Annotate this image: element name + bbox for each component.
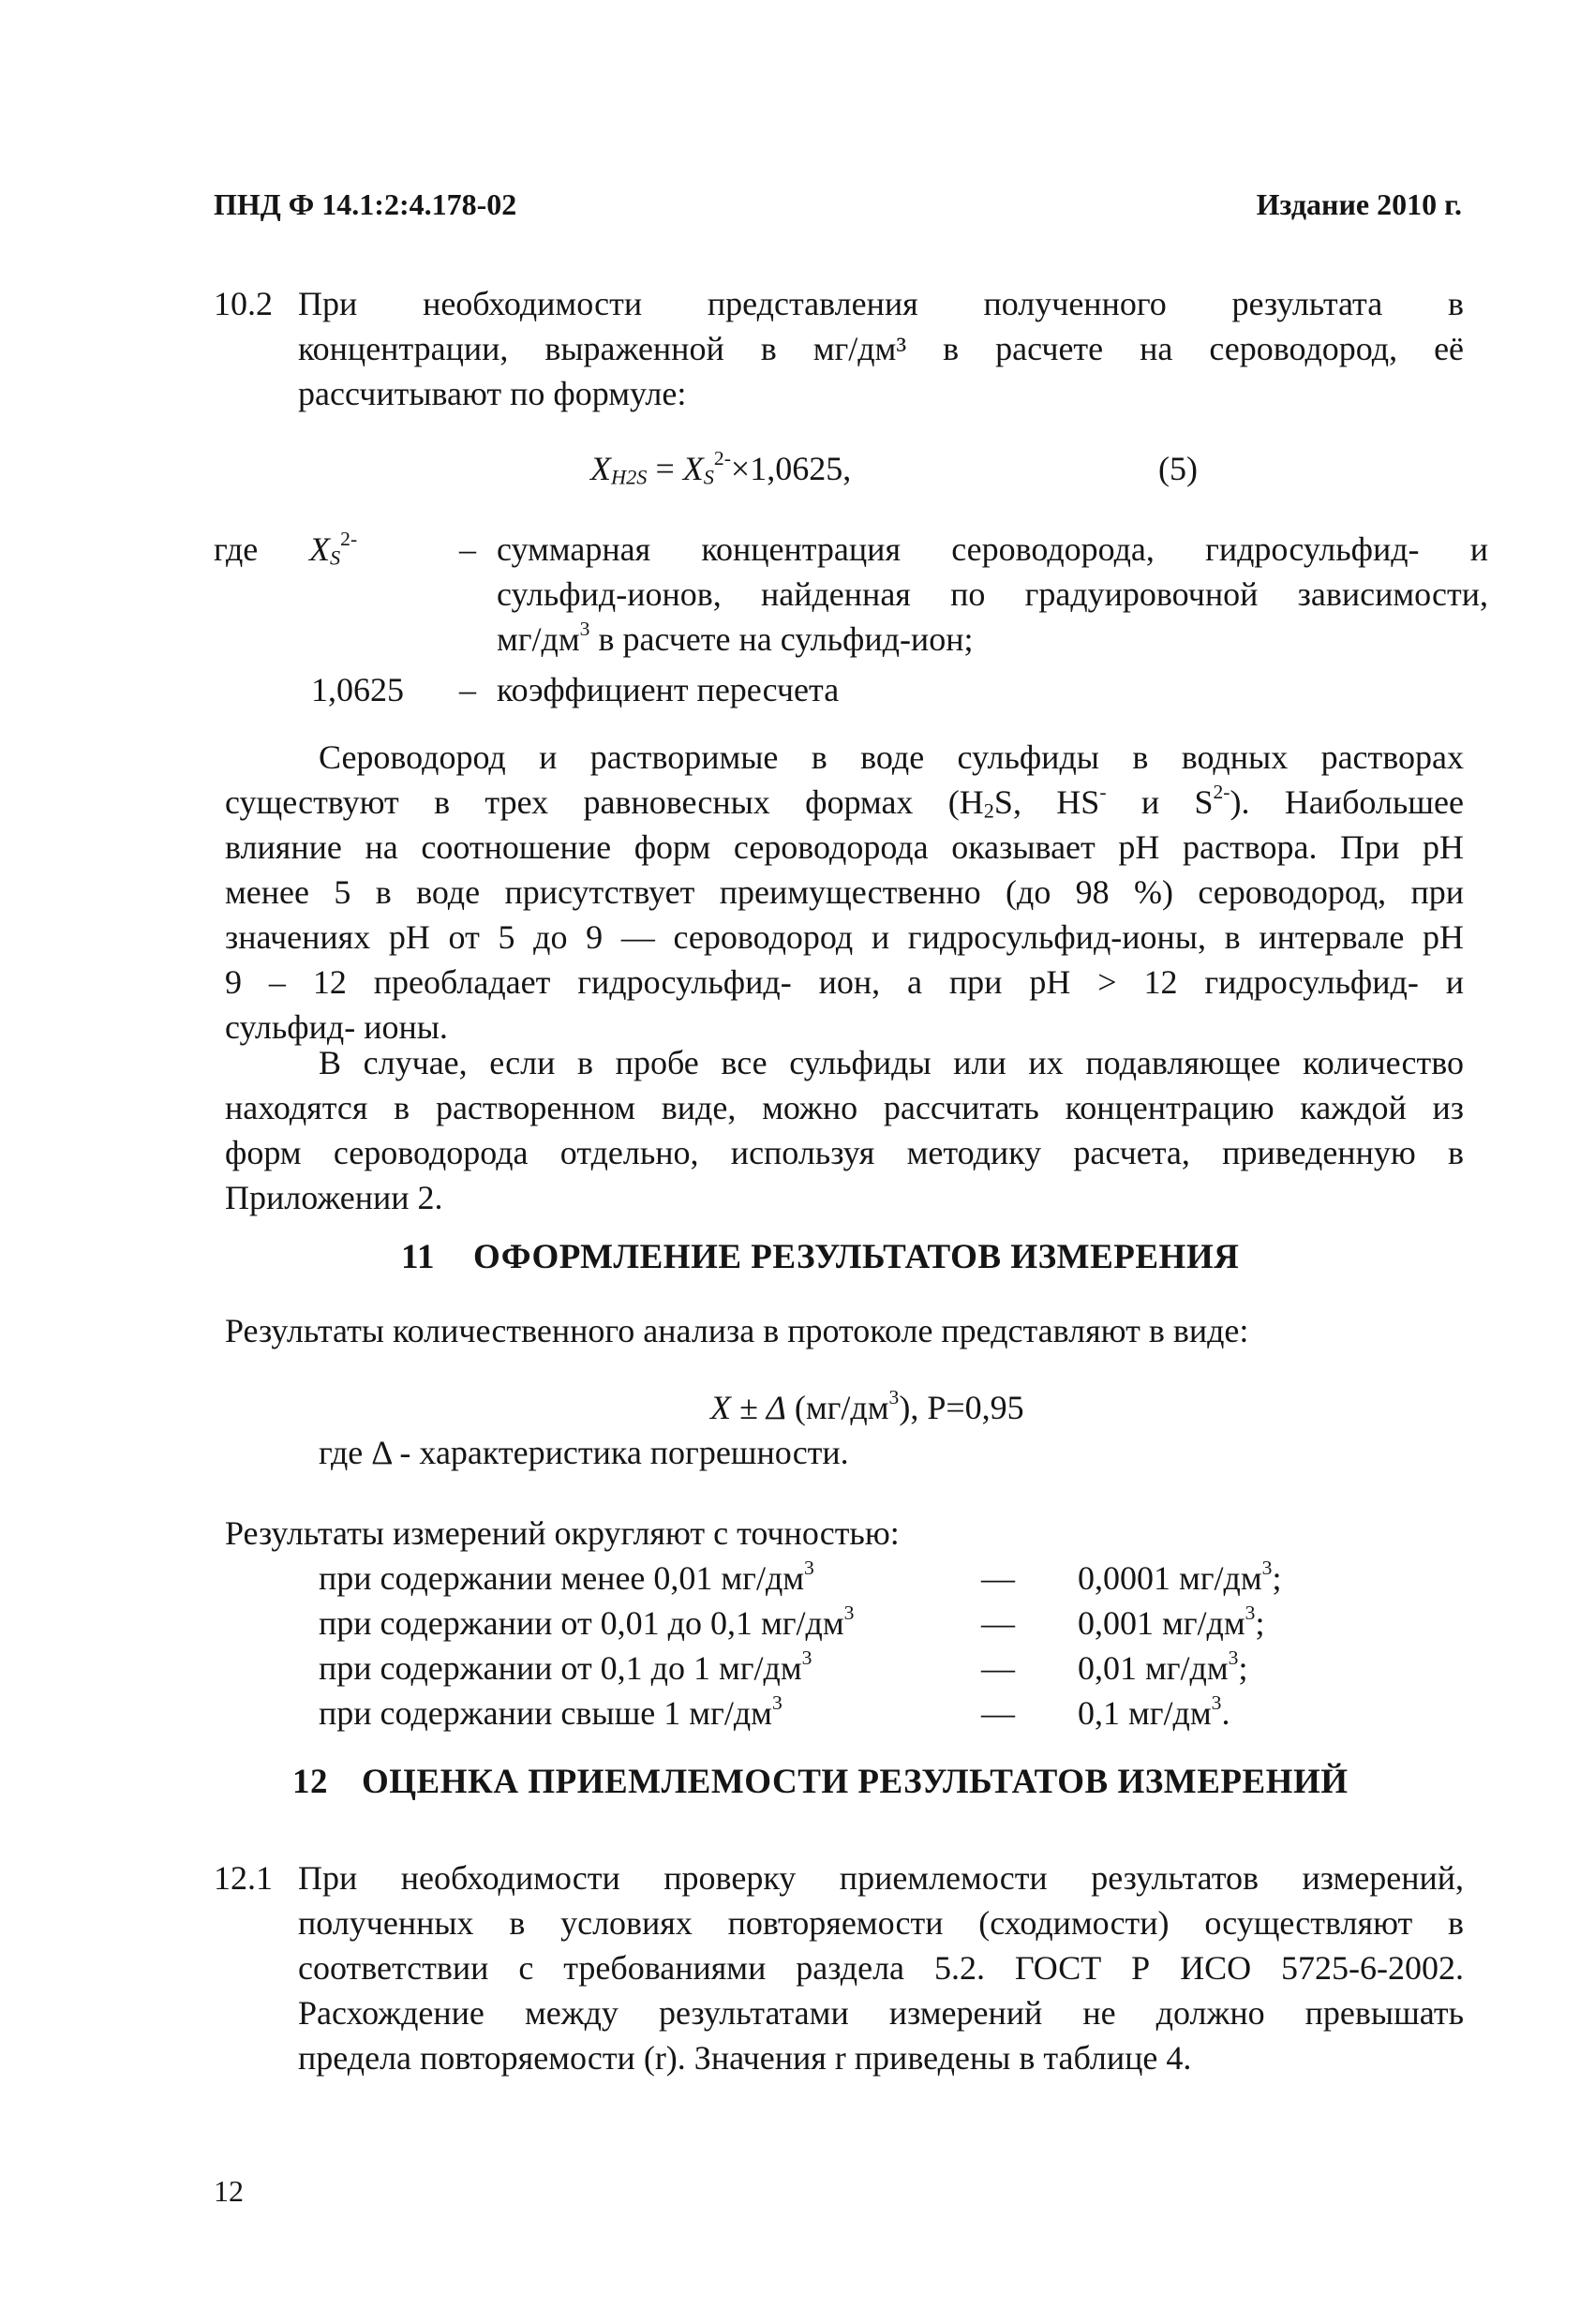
para1-line-7: сульфид- ионы.: [225, 1008, 448, 1046]
rounding-row-4-dash: —: [981, 1694, 1015, 1732]
clause-12-1-line-4: Расхождение между результатами измерений не должно превышать: [298, 1994, 1464, 2032]
where-desc-line-2: сульфид-ионов, найденная по градуировочной зависимости,: [497, 575, 1488, 613]
rounding-row-4-cond: при содержании свыше 1 $мг/дм^3$: [319, 1691, 783, 1732]
rounding-row-1-cond: при содержании менее 0,01 $мг/дм^3$: [319, 1556, 814, 1597]
clause-12-1-line-1: При необходимости проверку приемлемости результатов измерений,: [298, 1859, 1464, 1897]
rounding-row-3-value: 0,01 $мг/дм^3$;: [1078, 1646, 1248, 1687]
clause-12-1-line-2: полученных в условиях повторяемости (сходимости) осуществляют в: [298, 1904, 1464, 1942]
clause-12-1-line-5: предела повторяемости (r). Значения r приведены в таблице 4.: [298, 2039, 1192, 2077]
para1-line-5: значениях pH от 5 до 9 — сероводород и гидросульфид-ионы, в интервале pH: [225, 918, 1464, 956]
para1-line-2: существуют в трех равновесных формах ($H_2S$, HS- и $S^{2-}$). Наибольшее: [225, 780, 1464, 823]
where-dash: –: [459, 530, 476, 568]
rounding-row-1-value: 0,0001 $мг/дм^3$;: [1078, 1556, 1282, 1597]
clause-10-2-line-2: концентрации, выраженной в мг/дм³ в расчете на сероводород, её: [298, 330, 1465, 367]
rounding-row-2-cond: при содержании от 0,01 до 0,1 $мг/дм^3$: [319, 1601, 855, 1642]
where-label: где: [214, 530, 259, 568]
where-symbol: $X_S^{2-}$: [309, 527, 358, 570]
clause-12-1-number: 12.1: [214, 1859, 273, 1897]
rounding-row-2-value: 0,001 $мг/дм^3$;: [1078, 1601, 1265, 1642]
coef-dash: –: [459, 671, 476, 708]
page-number: 12: [214, 2174, 244, 2208]
para2-line-1: В случае, если в пробе все сульфиды или их подавляющее количество: [319, 1044, 1464, 1081]
para2-line-3: форм сероводорода отдельно, используя методику расчета, приведенную в: [225, 1134, 1464, 1171]
para1-line-6: 9 – 12 преобладает гидросульфид- ион, а при pH > 12 гидросульфид- и: [225, 963, 1464, 1001]
para1-line-4: менее 5 в воде присутствует преимущественно (до 98 %) сероводород, при: [225, 873, 1464, 911]
rounding-row-4-value: 0,1 $мг/дм^3$.: [1078, 1691, 1230, 1732]
clause-10-2-line-3: рассчитывают по формуле:: [298, 375, 687, 412]
rounding-row-3-cond: при содержании от 0,1 до 1 $мг/дм^3$: [319, 1646, 812, 1687]
rounding-intro: Результаты измерений округляют с точностью:: [225, 1514, 900, 1552]
section-11-title: ОФОРМЛЕНИЕ РЕЗУЛЬТАТОВ ИЗМЕРЕНИЯ: [473, 1238, 1240, 1276]
section-11-number: 11: [401, 1238, 435, 1276]
doc-code: ПНД Ф 14.1:2:4.178-02: [214, 187, 517, 221]
delta-definition: где Δ - характеристика погрешности.: [319, 1434, 849, 1471]
rounding-row-2-dash: —: [981, 1604, 1015, 1642]
para2-line-2: находятся в растворенном виде, можно рассчитать концентрацию каждой из: [225, 1089, 1464, 1126]
edition-label: Издание 2010 г.: [1256, 187, 1462, 221]
section-12-number: 12: [292, 1763, 328, 1801]
clause-12-1-line-3: соответствии с требованиями раздела 5.2. ГОСТ Р ИСО 5725-6-2002.: [298, 1949, 1464, 1987]
coef-value: 1,0625: [311, 671, 404, 708]
where-desc-line-3: $мг/дм^3$ в расчете на сульфид-ион;: [497, 617, 974, 658]
where-desc-line-1: суммарная концентрация сероводорода, гидросульфид- и: [497, 530, 1488, 568]
result-formula: X ± Δ $(мг/дм^3)$, P=0,95: [710, 1385, 1024, 1426]
rounding-row-3-dash: —: [981, 1649, 1015, 1687]
coef-desc: коэффициент пересчета: [497, 671, 840, 708]
clause-10-2-line-1: При необходимости представления полученного результата в: [298, 285, 1464, 322]
para1-line-3: влияние на соотношение форм сероводорода оказывает pH раствора. При pH: [225, 828, 1464, 866]
para1-line-1: Сероводород и растворимые в воде сульфиды в водных растворах: [319, 738, 1464, 776]
para2-line-4: Приложении 2.: [225, 1179, 443, 1216]
section-12-title: ОЦЕНКА ПРИЕМЛЕМОСТИ РЕЗУЛЬТАТОВ ИЗМЕРЕНИЙ: [362, 1763, 1349, 1801]
rounding-row-1-dash: —: [981, 1559, 1015, 1597]
clause-10-2-number: 10.2: [214, 285, 273, 322]
section-11-intro: Результаты количественного анализа в протоколе представляют в виде:: [225, 1312, 1249, 1349]
formula-5-number: (5): [1158, 450, 1198, 487]
formula-5: $X_{H2S} = X_S^{2-}\times 1,0625$,: [590, 446, 852, 489]
